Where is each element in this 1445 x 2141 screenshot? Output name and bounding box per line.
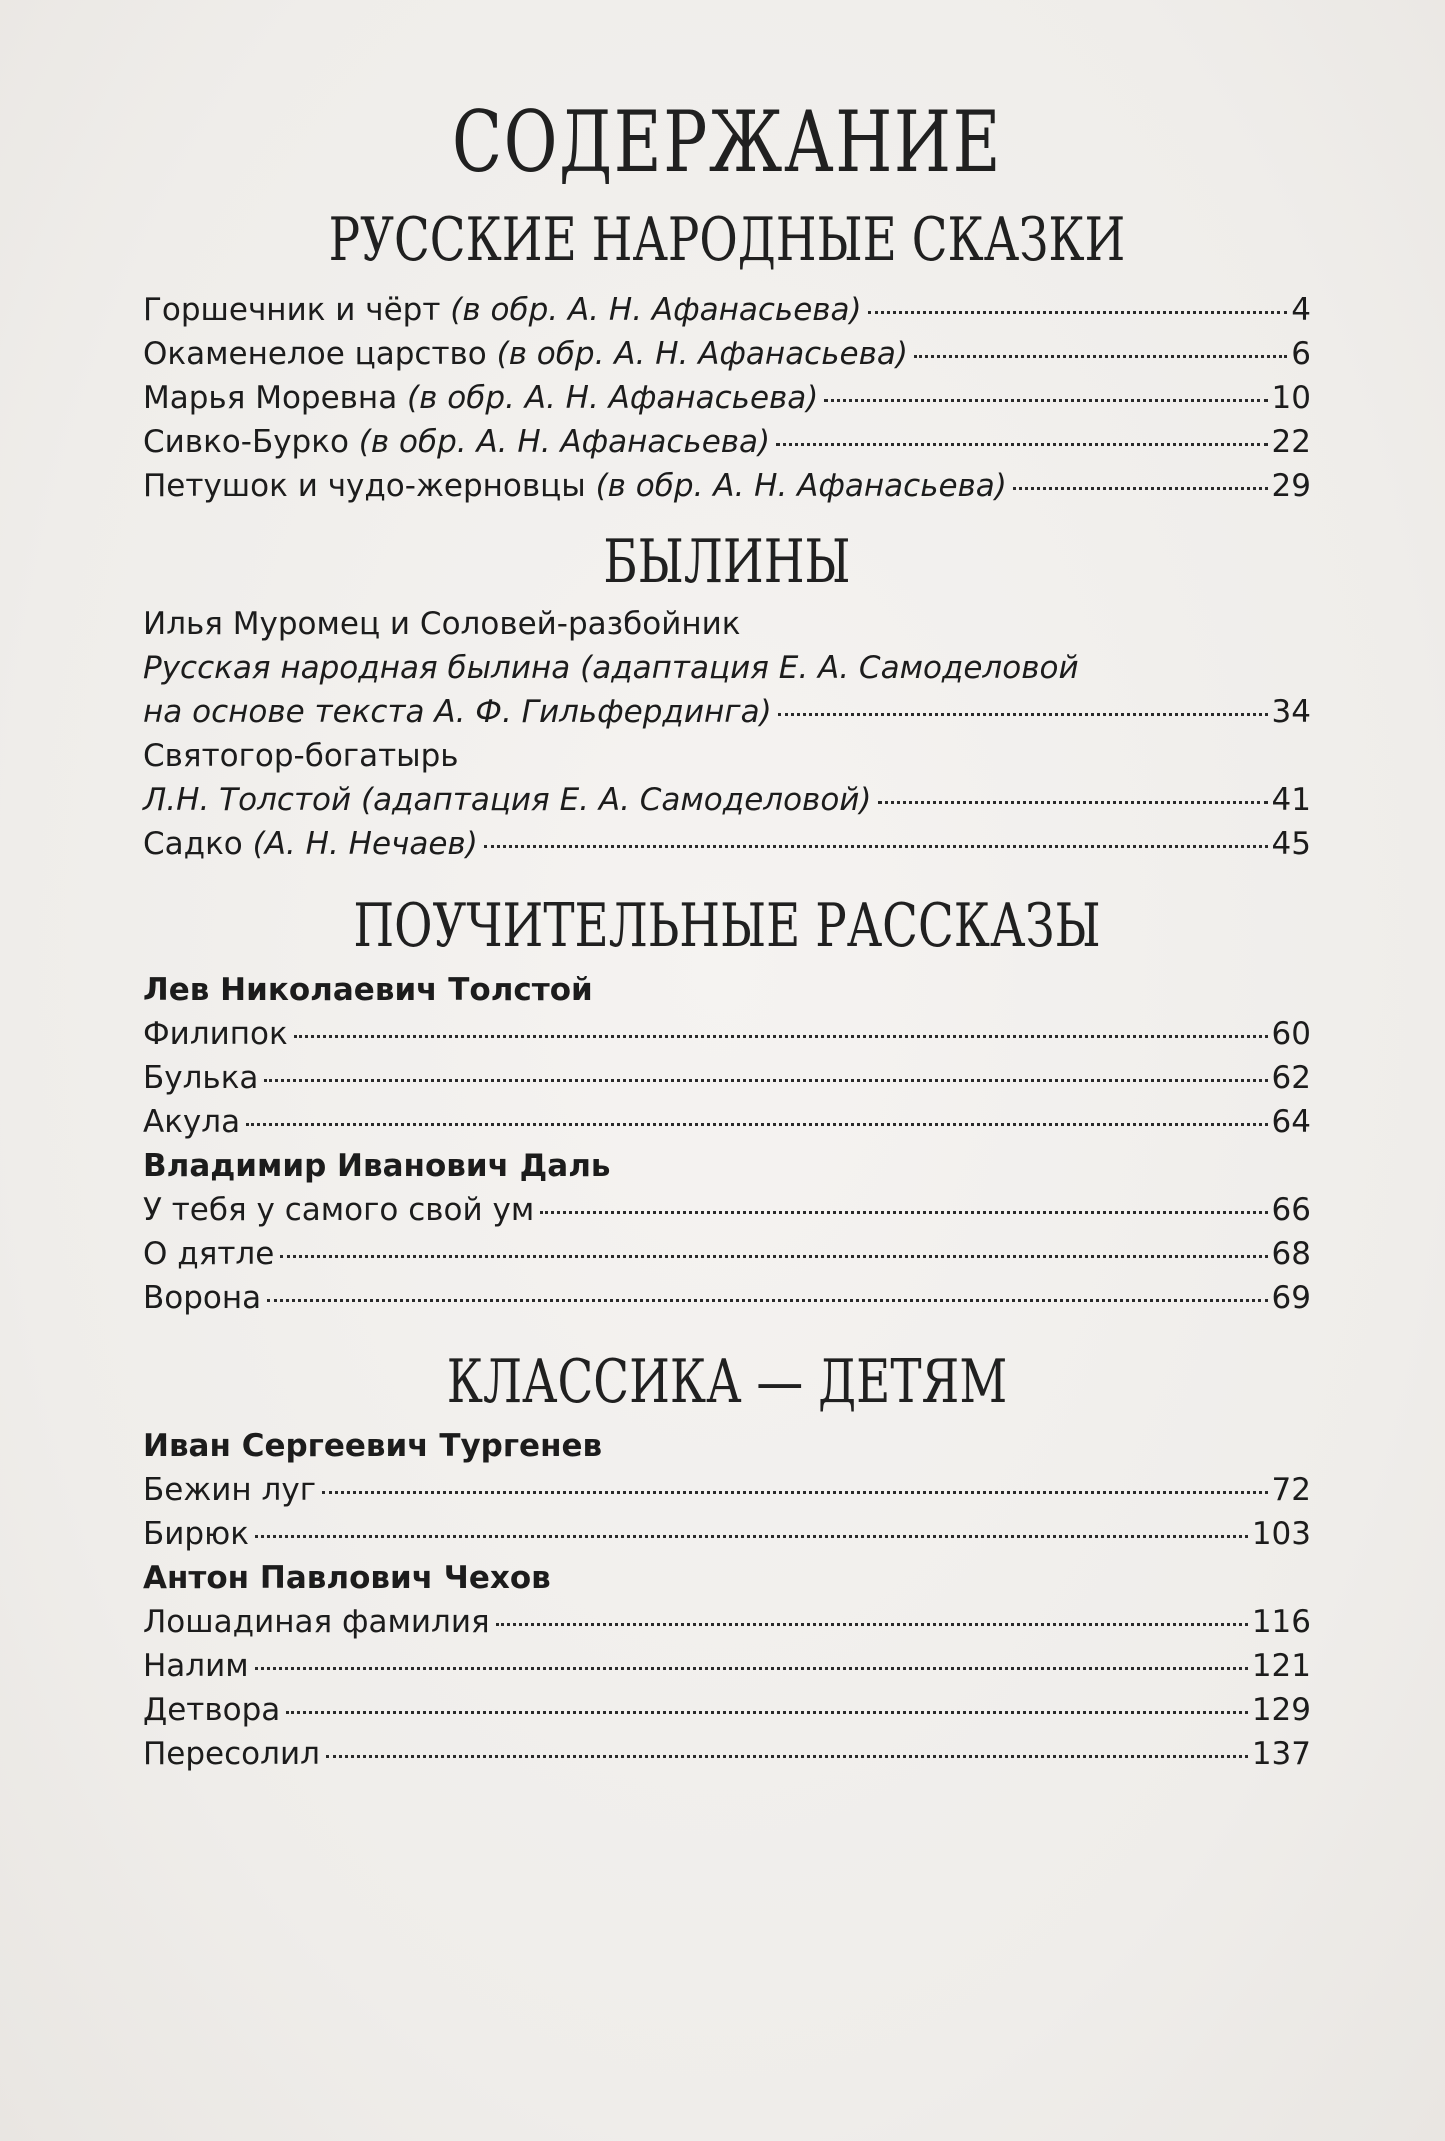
toc-entry[interactable] — [143, 288, 1311, 332]
section-title-folk-tales: РУССКИЕ НАРОДНЫЕ СКАЗКИ — [328, 205, 1126, 275]
toc-entry[interactable] — [143, 332, 1311, 376]
dot-leader — [267, 1299, 1267, 1302]
toc-entry[interactable] — [143, 1600, 1311, 1644]
page-number: 10 — [1271, 380, 1311, 416]
dot-leader — [776, 443, 1267, 446]
toc-entry[interactable] — [143, 376, 1311, 420]
page-number: 129 — [1251, 1692, 1311, 1728]
toc-entry[interactable] — [143, 778, 1311, 822]
entry-title: Ворона — [143, 1280, 262, 1316]
entry-note: (в обр. А. Н. Афанасьева) — [358, 424, 771, 460]
entry-title: Детвора — [143, 1692, 281, 1728]
entry-note: (в обр. А. Н. Афанасьева) — [407, 380, 819, 416]
toc-entry[interactable] — [143, 1100, 1311, 1144]
page-number: 34 — [1271, 694, 1311, 730]
author-name: Иван Сергеевич Тургенев — [143, 1428, 603, 1464]
dot-leader — [280, 1255, 1267, 1258]
entry-title: Бирюк — [143, 1516, 249, 1552]
entry-title: Лошадиная фамилия — [143, 1604, 490, 1640]
entry-title: Пересолил — [143, 1736, 320, 1772]
page-number: 64 — [1271, 1104, 1311, 1140]
page-number: 4 — [1291, 292, 1311, 328]
section-title-instructive-stories: ПОУЧИТЕЛЬНЫЕ РАССКАЗЫ — [353, 891, 1101, 961]
page-number: 116 — [1251, 1604, 1311, 1640]
page-number: 68 — [1271, 1236, 1311, 1272]
dot-leader — [286, 1711, 1248, 1714]
dot-leader — [255, 1667, 1248, 1670]
entry-title: Бежин луг — [143, 1472, 316, 1508]
dot-leader — [824, 399, 1267, 402]
toc-entry[interactable] — [143, 464, 1311, 508]
entry-note: Русская народная былина (адаптация Е. А. Самоделовой — [143, 650, 1079, 686]
entry-title: Сивко-Бурко — [143, 424, 359, 460]
toc-entry[interactable] — [143, 1468, 1311, 1512]
entry-title: Филипок — [143, 1016, 288, 1052]
dot-leader — [322, 1491, 1268, 1494]
entry-title: У тебя у самого свой ум — [143, 1192, 535, 1228]
page-number: 22 — [1271, 424, 1311, 460]
toc-entry[interactable] — [143, 1012, 1311, 1056]
entry-title: Окаменелое царство — [143, 336, 497, 372]
dot-leader — [294, 1035, 1268, 1038]
toc-entry[interactable] — [143, 1688, 1311, 1732]
page-number: 103 — [1251, 1516, 1311, 1552]
dot-leader — [264, 1079, 1267, 1082]
dot-leader — [878, 801, 1268, 804]
entry-note: (в обр. А. Н. Афанасьева) — [595, 468, 1007, 504]
entry-title[interactable]: Святогор-богатырь — [143, 738, 459, 774]
entry-title: Горшечник и чёрт — [143, 292, 451, 328]
section-title-classics-for-children: КЛАССИКА — ДЕТЯМ — [446, 1347, 1008, 1417]
entry-title: Налим — [143, 1648, 249, 1684]
table-of-contents — [143, 93, 1311, 1776]
dot-leader — [484, 845, 1268, 848]
section-title-byliny: БЫЛИНЫ — [603, 527, 851, 597]
entry-note: (в обр. А. Н. Афанасьева) — [496, 336, 908, 372]
author-name: Антон Павлович Чехов — [143, 1560, 551, 1596]
toc-entry[interactable] — [143, 1188, 1311, 1232]
toc-entry[interactable] — [143, 1056, 1311, 1100]
page-title: СОДЕРЖАНИЕ — [452, 93, 1002, 191]
toc-entry[interactable] — [143, 1512, 1311, 1556]
entry-title: Булька — [143, 1060, 259, 1096]
entry-note: на основе текста А. Ф. Гильфердинга) — [143, 694, 772, 730]
dot-leader — [326, 1755, 1248, 1758]
dot-leader — [914, 355, 1287, 358]
page-number: 121 — [1251, 1648, 1311, 1684]
page-number: 45 — [1271, 826, 1311, 862]
page-number: 60 — [1271, 1016, 1311, 1052]
entry-title: Садко — [143, 826, 253, 862]
entry-title: Марья Моревна — [143, 380, 408, 416]
dot-leader — [1013, 487, 1268, 490]
entry-note: (в обр. А. Н. Афанасьева) — [450, 292, 862, 328]
toc-entry[interactable] — [143, 1232, 1311, 1276]
dot-leader — [868, 311, 1288, 314]
page-number: 72 — [1271, 1472, 1311, 1508]
page-number: 62 — [1271, 1060, 1311, 1096]
toc-entry[interactable] — [143, 690, 1311, 734]
page-number: 29 — [1271, 468, 1311, 504]
toc-entry[interactable] — [143, 822, 1311, 866]
entry-title[interactable]: Илья Муромец и Соловей-разбойник — [143, 606, 741, 642]
author-name: Лев Николаевич Толстой — [143, 972, 593, 1008]
page-number: 66 — [1271, 1192, 1311, 1228]
entry-title: Петушок и чудо-жерновцы — [143, 468, 596, 504]
entry-title: О дятле — [143, 1236, 275, 1272]
entry-note: Л.Н. Толстой (адаптация Е. А. Самоделовой) — [143, 782, 872, 818]
page-number: 6 — [1291, 336, 1311, 372]
page-number: 137 — [1251, 1736, 1311, 1772]
dot-leader — [246, 1123, 1267, 1126]
dot-leader — [255, 1535, 1248, 1538]
author-name: Владимир Иванович Даль — [143, 1148, 611, 1184]
page-number: 69 — [1271, 1280, 1311, 1316]
toc-entry[interactable] — [143, 1644, 1311, 1688]
dot-leader — [496, 1623, 1248, 1626]
toc-entry[interactable] — [143, 1276, 1311, 1320]
page-number: 41 — [1271, 782, 1311, 818]
dot-leader — [778, 713, 1268, 716]
entry-note: (А. Н. Нечаев) — [252, 826, 478, 862]
dot-leader — [540, 1211, 1267, 1214]
toc-entry[interactable] — [143, 1732, 1311, 1776]
entry-title: Акула — [143, 1104, 241, 1140]
toc-entry[interactable] — [143, 420, 1311, 464]
